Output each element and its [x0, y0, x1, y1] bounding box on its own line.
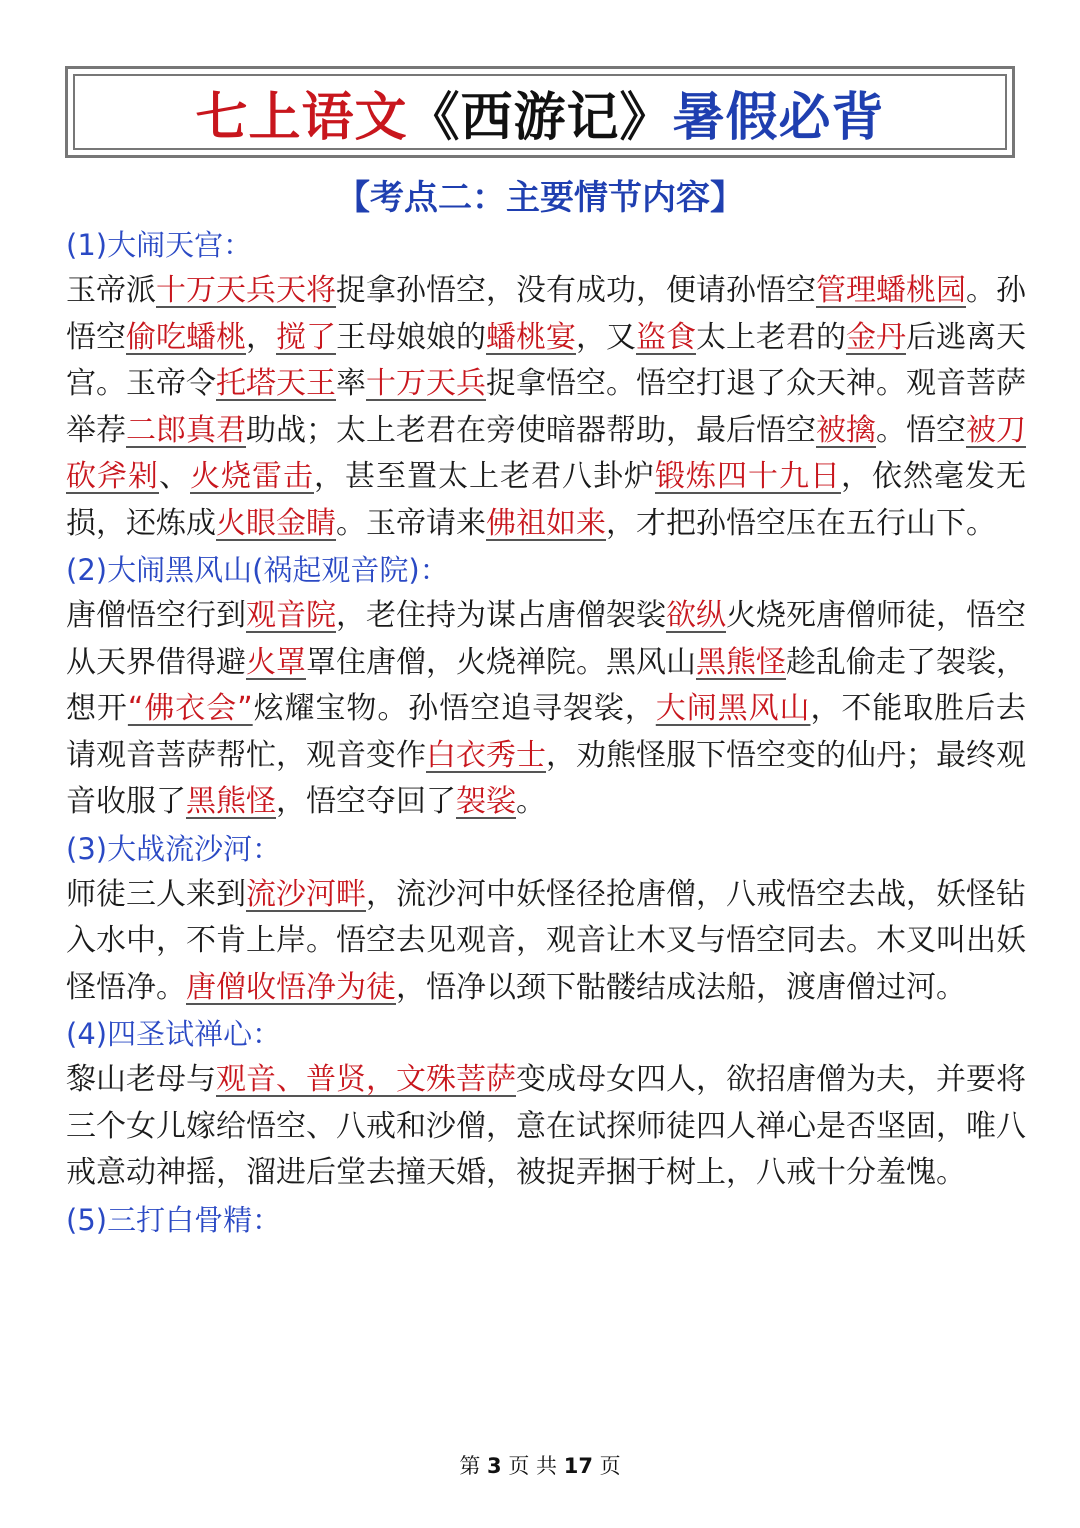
key-term: 蟠桃宴 [486, 319, 576, 355]
page-title [73, 74, 1007, 150]
section-paragraph [66, 268, 1026, 547]
plain-text: ，不能取胜后去请观音菩萨帮忙，观音变作 [66, 691, 1027, 773]
key-term: 十万天兵天将 [156, 273, 336, 308]
plain-text: 才把孙悟空压在五行山下。 [636, 505, 996, 541]
footer-suffix: 页 [599, 1454, 621, 1478]
key-term: 唐僧收悟净为徒 [186, 969, 396, 1005]
key-term: 托塔天王 [216, 366, 336, 401]
plain-text: 太上老君的 [696, 319, 846, 355]
plain-text: 。孙悟空 [66, 273, 1026, 355]
key-term: 火罩 [246, 644, 306, 680]
plain-text: ，悟净以颈下骷髅结成法船，渡唐僧过河。 [396, 969, 966, 1005]
plain-text: 捉拿孙悟空，没有成功，便请孙悟空 [336, 273, 816, 308]
key-term: 佛祖如来 [486, 505, 606, 541]
plain-text: ，流沙河中妖怪径抢唐僧，八戒悟空去战，妖怪钻入水中，不肯上岸。悟空去见观音，观音让木叉与悟空同去。木叉叫出妖怪悟净。 [66, 876, 1026, 1005]
key-term: 锻炼四十九日 [655, 459, 841, 494]
footer-middle: 页 共 [508, 1454, 558, 1478]
section-paragraph [66, 1057, 1026, 1197]
section-heading: (2)大闹黑风山(祸起观音院)： [66, 553, 449, 587]
section-heading: (4)四圣试禅心： [66, 1017, 282, 1051]
key-term: 管理蟠桃园 [816, 273, 966, 308]
plain-text: 罩住唐僧，火烧禅院。黑风山 [306, 644, 696, 680]
footer-prefix: 第 [459, 1454, 481, 1478]
section-heading: (1)大闹天宫： [66, 228, 253, 262]
key-term: 二郎真君 [126, 412, 246, 448]
plain-text: 。 [516, 784, 546, 819]
plain-text: ，悟空夺回了 [276, 784, 456, 819]
section-paragraph [66, 872, 1026, 1012]
plain-text: ， [606, 505, 636, 541]
plain-text: 助战；太上老君在旁使暗器帮助，最后悟空 [246, 412, 816, 448]
key-term: 偷吃蟠桃 [126, 319, 246, 355]
title-part-book: 《西游记》 [407, 86, 673, 148]
plain-text: 后逃离天宫。玉帝令 [66, 319, 1026, 401]
section-subtitle: 【考点二：主要情节内容】 [336, 178, 744, 218]
key-term: 袈裟 [456, 784, 516, 819]
plain-text: ， [246, 319, 276, 355]
key-term: 观音、普贤，文殊菩萨 [216, 1062, 516, 1097]
plain-text: 。悟空 [876, 412, 966, 448]
footer-total-pages: 17 [563, 1454, 593, 1478]
plain-text: 玉帝派 [66, 273, 156, 308]
plain-text: 炫耀宝物。孙悟空追寻袈裟， [252, 691, 656, 726]
key-term: 黑熊怪 [696, 644, 786, 680]
key-term: 火眼金睛 [216, 505, 336, 541]
plain-text: 变成母女四人，欲招唐僧为夫，并要将三个女儿嫁给悟空、八戒和沙僧，意在试探师徒四人禅心是否坚固，唯八戒意动神摇，溜进后堂去撞天婚，被捉弄捆于树上，八戒十分羞愧。 [66, 1062, 1026, 1190]
key-term: “佛衣会” [127, 691, 253, 726]
key-term: 被擒 [816, 412, 876, 448]
content-body [66, 222, 1026, 1243]
key-term: 黑熊怪 [186, 784, 276, 819]
section-heading: (3)大战流沙河： [66, 831, 282, 866]
key-term: 火烧雷击 [190, 459, 314, 494]
plain-text: ，老住持为谋占唐僧袈裟 [336, 598, 666, 633]
key-term: 大闹黑风山 [655, 691, 811, 726]
plain-text: 师徒三人来到 [66, 876, 246, 912]
title-frame [65, 66, 1015, 158]
plain-text: 唐僧悟空行到 [66, 598, 246, 633]
plain-text: 黎山老母与 [66, 1062, 216, 1097]
title-part-subject: 七上语文 [195, 86, 408, 148]
plain-text: 率 [336, 366, 366, 401]
section-paragraph [66, 593, 1026, 826]
plain-text: 趁乱偷走了袈裟，想开 [66, 644, 1026, 726]
plain-text: ，劝熊怪服下悟空变的仙丹；最终观音收服了 [66, 737, 1026, 819]
key-term: 盗食 [636, 319, 696, 355]
key-term: 被刀砍斧剁 [66, 412, 1026, 494]
plain-text: 。玉帝请来 [336, 505, 486, 541]
key-term: 搅了 [276, 319, 336, 355]
key-term: 金丹 [846, 319, 906, 355]
plain-text: 、 [159, 459, 190, 494]
plain-text: ，甚至置太上老君八卦炉 [314, 459, 655, 494]
title-part-task: 暑假必背 [672, 86, 885, 148]
key-term: 白衣秀士 [426, 737, 546, 773]
page-footer [0, 1450, 1080, 1480]
plain-text: ，依然毫发无损，还炼成 [66, 459, 1026, 541]
key-term: 流沙河畔 [246, 876, 366, 912]
key-term: 欲纵 [666, 598, 726, 633]
plain-text: 火烧死唐僧师徒，悟空从天界借得避 [66, 598, 1026, 680]
key-term: 观音院 [246, 598, 336, 633]
plain-text: ，又 [576, 319, 636, 355]
plain-text: 王母娘娘的 [336, 319, 486, 355]
plain-text: 捉拿悟空。悟空打退了众天神。观音菩萨举荐 [66, 366, 1026, 448]
section-heading: (5)三打白骨精： [66, 1202, 282, 1237]
footer-page-number: 3 [487, 1454, 502, 1478]
key-term: 十万天兵 [366, 366, 486, 401]
